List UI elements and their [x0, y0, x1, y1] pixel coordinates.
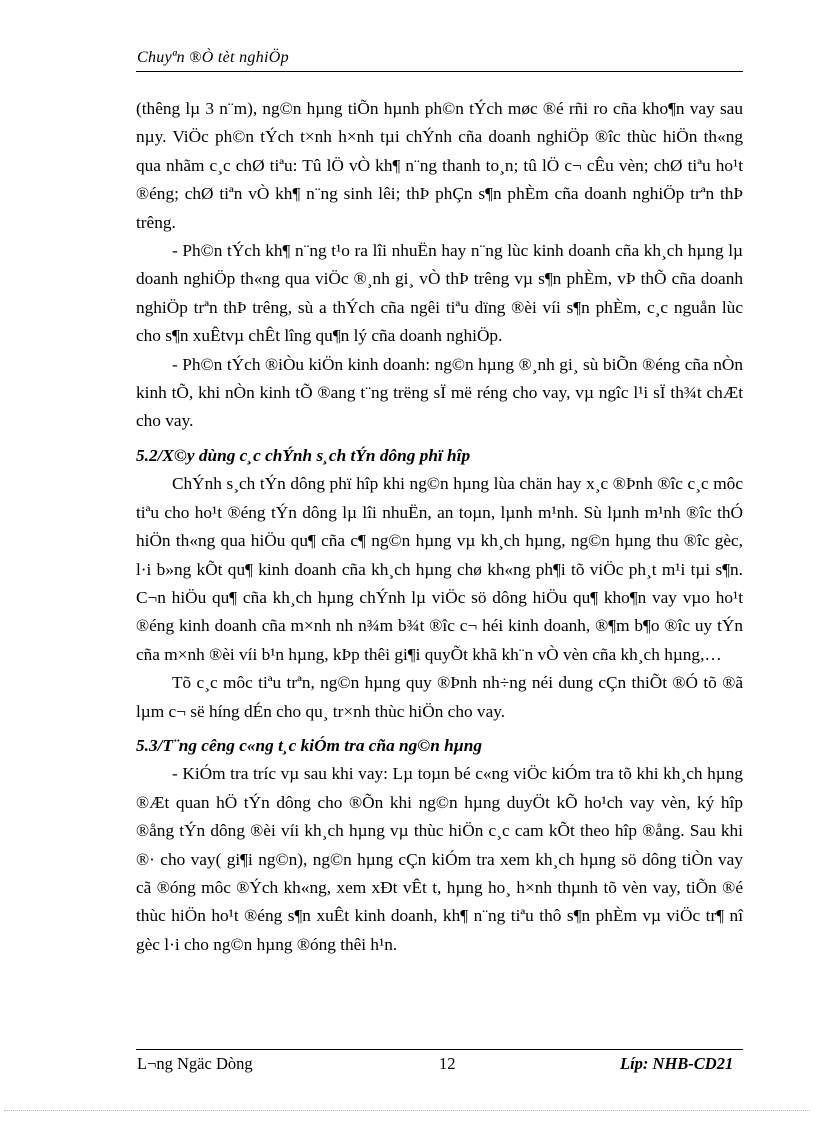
- header-rule: [136, 71, 743, 72]
- page-header-title: Chuyªn ®Ò tèt nghiÖp: [137, 49, 289, 66]
- paragraph: Tõ c¸c môc tiªu trªn, ng©n hµng quy ®Þnh nh÷ng néi dung cÇn thiÕt ®Ó tõ ®ã lµm c¬ së híng dÉn cho qu¸ tr×nh thùc hiÖn cho vay.: [136, 673, 743, 721]
- paragraph: - KiÓm tra tríc vµ sau khi vay: Lµ toµn bé c«ng viÖc kiÓm tra tõ khi kh¸ch hµng ®Æt quan hÖ tÝn dông cho ®Õn khi ng©n hµng duyÖt kÕ ho¹ch vay vèn, ký hîp ®ång tÝn dông ®èi víi kh¸ch hµng vµ thùc hiÖn c¸c cam kÕt theo hîp ®ång. Sau khi ®· cho vay( gi¶i ng©n), ng©n hµng cÇn kiÓm tra xem kh¸ch hµng sö dông tiÒn vay cã ®óng môc ®Ých kh«ng, xem xÐt vÊt t, hµng ho¸ h×nh thµnh tõ vèn vay, tiÕn ®é thùc hiÖn ho¹t ®éng s¶n xuÊt kinh doanh, kh¶ n¨ng tiªu thô s¶n phÈm vµ viÖc tr¶ nî gèc l·i cho ng©n hµng ®óng thêi h¹n.: [136, 764, 743, 954]
- paragraph: - Ph©n tÝch ®iÒu kiÖn kinh doanh: ng©n hµng ®¸nh gi¸ sù biÕn ®éng cña nÒn kinh tÕ, khi nÒn kinh tÕ ®ang t¨ng trëng sÏ më réng cho vay, vµ ngîc l¹i sÏ th¾t chÆt cho vay.: [136, 354, 743, 431]
- footer-class: Líp: NHB-CD21: [620, 1054, 734, 1073]
- footer-rule: [136, 1049, 743, 1050]
- section-heading-5-3: 5.3/T¨ng cêng c«ng t¸c kiÓm tra cña ng©n hµng: [136, 735, 482, 755]
- document-body: [136, 95, 743, 959]
- paragraph: (thêng lµ 3 n¨m), ng©n hµng tiÕn hµnh ph©n tÝch møc ®é rñi ro cña kho¶n vay sau nµy. ViÖc ph©n tÝch t×nh h×nh tµi chÝnh cña doanh nghiÖp ®îc thùc hiÖn th«ng qua nhãm c¸c chØ tiªu: Tû lÖ vÒ kh¶ n¨ng thanh to¸n; tû lÖ c¬ cÊu vèn; chØ tiªu ho¹t ®éng; chØ tiªn vÒ kh¶ n¨ng sinh lêi; thÞ phÇn s¶n phÈm cña doanh nghiÖp trªn thÞ trêng.: [136, 99, 743, 232]
- section-heading-5-2: 5.2/X©y dùng c¸c chÝnh s¸ch tÝn dông phï hîp: [136, 445, 471, 465]
- paragraph: ChÝnh s¸ch tÝn dông phï hîp khi ng©n hµng lùa chän hay x¸c ®Þnh ®îc c¸c môc tiªu cho ho¹t ®éng tÝn dông lµ lîi nhuËn, an toµn, lµnh m¹nh. Sù lµnh m¹nh ®îc thÓ hiÖn th«ng qua hiÖu qu¶ cña c¶ ng©n hµng vµ kh¸ch hµng, ng©n hµng thu ®îc gèc, l·i b»ng kÕt qu¶ kinh doanh cña kh¸ch hµng chø kh«ng ph¶i tõ viÖc ph¸t m¹i tµi s¶n. C¬n hiÖu qu¶ cña kh¸ch hµng chÝnh lµ viÖc sö dông hiÖu qu¶ kho¶n vay vµo ho¹t ®éng kinh doanh cña m×nh nh n¾m b¾t ®îc c¬ héi kinh doanh, ®¶m b¶o ®îc uy tÝn cña m×nh ®èi víi b¹n hµng, kÞp thêi gi¶i quyÕt khã kh¨n vÒ vèn cña kh¸ch hµng,…: [136, 474, 743, 664]
- page-number: 12: [439, 1054, 456, 1073]
- page-edge-dotted-line: [4, 1110, 810, 1111]
- paragraph: - Ph©n tÝch kh¶ n¨ng t¹o ra lîi nhuËn hay n¨ng lùc kinh doanh cña kh¸ch hµng lµ doanh nghiÖp th«ng qua viÖc ®¸nh gi¸ vÒ thÞ trêng vµ s¶n phÈm, vÞ thÕ cña doanh nghiÖp trªn thÞ trêng, sù a thÝch cña ngêi tiªu dïng ®èi víi s¶n phÈm, c¸c nguån lùc cho s¶n xuÊtvµ chÊt lîng qu¶n lý cña doanh nghiÖp.: [136, 241, 743, 346]
- footer-author: L¬ng Ngäc Dòng: [137, 1054, 253, 1073]
